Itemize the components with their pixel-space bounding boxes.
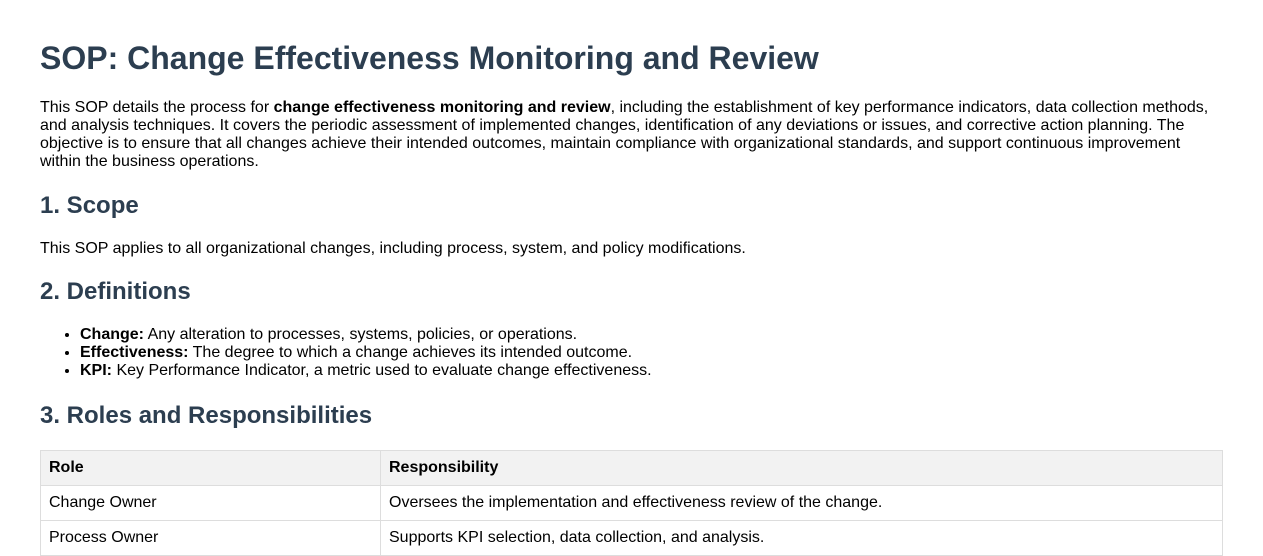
roles-table bbox=[40, 450, 1223, 556]
intro-text-end: , including the establishment of key performance indicators, data collection methods, and analysis techniques. It covers the periodic assessment of implemented changes, identification of any deviations or issues, and corrective action planning. The objective is to ensure that all changes achieve their intended outcomes, maintain compliance with organizational standards, and support continuous improvement within the business operations. bbox=[40, 99, 1209, 170]
role-cell: Process Owner bbox=[41, 521, 381, 556]
intro-text-start: This SOP details the process for bbox=[40, 99, 274, 116]
scope-text: This SOP applies to all organizational changes, including process, system, and policy modifications. bbox=[40, 240, 746, 257]
definition-item-kpi bbox=[80, 362, 1223, 380]
definition-term: Effectiveness: bbox=[80, 344, 189, 361]
definition-item-change bbox=[80, 326, 1223, 344]
table-row bbox=[41, 486, 1223, 521]
table-header-row bbox=[41, 451, 1223, 486]
definition-desc: Key Performance Indicator, a metric used to evaluate change effectiveness. bbox=[112, 362, 652, 379]
column-header-role: Role bbox=[41, 451, 381, 486]
responsibility-cell: Oversees the implementation and effectiveness review of the change. bbox=[381, 486, 1223, 521]
definitions-list bbox=[40, 326, 1223, 380]
definition-item-effectiveness bbox=[80, 344, 1223, 362]
intro-paragraph bbox=[40, 99, 1223, 171]
definition-desc: The degree to which a change achieves its intended outcome. bbox=[188, 344, 633, 361]
scope-heading: 1. Scope bbox=[40, 192, 139, 219]
column-header-responsibility: Responsibility bbox=[381, 451, 1223, 486]
table-row bbox=[41, 521, 1223, 556]
definition-term: KPI: bbox=[80, 362, 112, 379]
role-cell: Change Owner bbox=[41, 486, 381, 521]
intro-text-bold: change effectiveness monitoring and review bbox=[273, 99, 611, 116]
definition-term: Change: bbox=[80, 326, 144, 343]
roles-heading: 3. Roles and Responsibilities bbox=[40, 402, 373, 429]
responsibility-cell: Supports KPI selection, data collection, and analysis. bbox=[381, 521, 1223, 556]
definitions-heading: 2. Definitions bbox=[40, 278, 191, 305]
page-title: SOP: Change Effectiveness Monitoring and Review bbox=[40, 40, 819, 76]
definition-desc: Any alteration to processes, systems, policies, or operations. bbox=[144, 326, 578, 343]
